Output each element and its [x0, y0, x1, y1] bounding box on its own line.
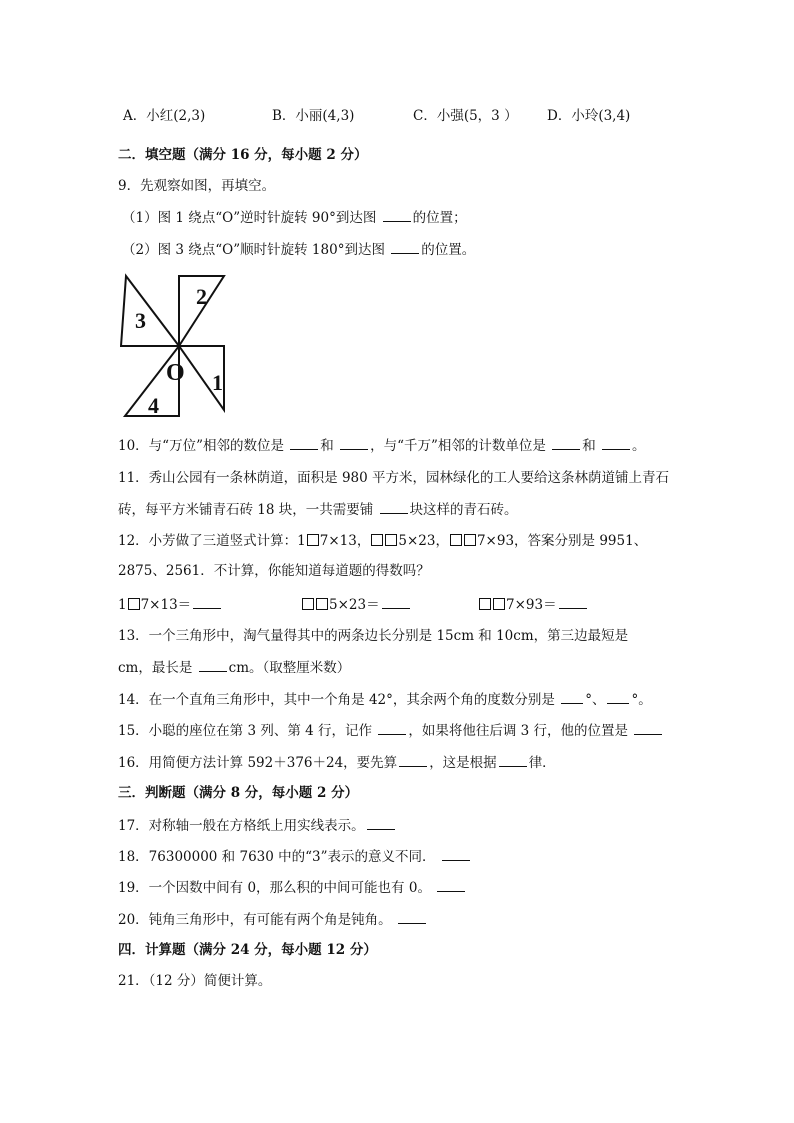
digit-box: [128, 598, 140, 610]
q9-2-tail: 的位置。: [421, 242, 476, 258]
question-11-line-2: [118, 500, 518, 519]
question-13-line-1: 13．一个三角形中，淘气量得其中的两条边长分别是 15cm 和 10cm，第三边最短是: [118, 628, 629, 644]
q9-1-tail: 的位置；: [412, 210, 467, 226]
q10-text-4: 和: [582, 438, 596, 454]
answer-blank[interactable]: [398, 910, 426, 924]
question-18: [118, 847, 472, 866]
q16-text-1: 16．用简便方法计算 592＋376＋24，要先算: [118, 755, 398, 771]
question-12-line-1: [118, 532, 647, 550]
answer-blank[interactable]: [442, 847, 470, 861]
figure-label-o: O: [166, 360, 185, 386]
figure-label-4: 4: [148, 393, 159, 418]
q10-text-3: ，与“千万”相邻的计数单位是: [370, 438, 546, 454]
q15-text-2: ，如果将他往后调 3 行，他的位置是: [408, 723, 628, 739]
digit-box: [385, 534, 397, 546]
question-15: [118, 721, 664, 740]
answer-blank[interactable]: [602, 436, 630, 450]
question-16: [118, 753, 556, 772]
equation-2: [301, 595, 412, 614]
eq2-rest: 5×23＝: [329, 597, 380, 613]
figure-label-3: 3: [135, 308, 146, 333]
q12-text-4: 7×93，答案分别是 9951、: [476, 533, 648, 549]
answer-blank[interactable]: [399, 753, 427, 767]
q13-text-2: cm。（取整厘米数）: [228, 660, 351, 676]
question-17: [118, 816, 397, 835]
q11-text-2: 块这样的青石砖。: [409, 502, 518, 518]
digit-box: [479, 598, 491, 610]
figure-label-2: 2: [196, 284, 207, 309]
q11-text-1: 砖，每平方米铺青石砖 18 块，一共需要铺: [118, 502, 374, 518]
q9-2-text: （2）图 3 绕点“O”顺时针旋转 180°到达图: [122, 242, 385, 258]
option-b: B．小丽(4,3): [272, 108, 355, 124]
digit-box: [302, 598, 314, 610]
question-9: 9．先观察如图，再填空。: [118, 178, 276, 194]
answer-blank[interactable]: [380, 500, 408, 514]
option-a: A．小红(2,3): [123, 108, 206, 124]
q10-text-1: 10．与“万位”相邻的数位是: [118, 438, 284, 454]
question-9-part-2: [122, 240, 475, 259]
answer-blank[interactable]: [634, 721, 662, 735]
q12-text-2: 7×13，: [319, 533, 371, 549]
answer-blank[interactable]: [437, 878, 465, 892]
q16-text-2: ，这是根据: [429, 755, 497, 771]
q18-text: 18．76300000 和 7630 中的“3”表示的意义不同．: [118, 849, 436, 865]
question-12-line-2: 2875、2561．不计算，你能知道每道题的得数吗？: [118, 563, 430, 579]
answer-blank[interactable]: [559, 595, 587, 609]
q14-text-1: 14．在一个直角三角形中，其中一个角是 42°，其余两个角的度数分别是: [118, 692, 555, 708]
digit-box: [371, 534, 383, 546]
digit-box: [464, 534, 476, 546]
digit-box: [316, 598, 328, 610]
section-4-heading: 四．计算题（满分 24 分，每小题 12 分）: [118, 942, 377, 958]
question-11-line-1: 11．秀山公园有一条林荫道，面积是 980 平方米，园林绿化的工人要给这条林荫道铺上青石: [118, 470, 670, 486]
question-13-line-2: [118, 658, 350, 677]
question-21: 21．（12 分）简便计算。: [118, 973, 272, 989]
rotation-figure: [120, 272, 230, 420]
option-c: C．小强(5，3 ）: [413, 108, 518, 124]
q12-text-1: 12．小芳做了三道竖式计算：1: [118, 533, 306, 549]
answer-blank[interactable]: [199, 658, 227, 672]
answer-blank[interactable]: [382, 595, 410, 609]
digit-box: [493, 598, 505, 610]
question-14: [118, 690, 652, 709]
q12-text-3: 5×23，: [398, 533, 449, 549]
digit-box: [307, 534, 319, 546]
answer-blank[interactable]: [499, 753, 527, 767]
section-3-heading: 三．判断题（满分 8 分，每小题 2 分）: [118, 785, 359, 801]
answer-blank[interactable]: [607, 690, 629, 704]
q15-text-1: 15．小聪的座位在第 3 列、第 4 行，记作: [118, 723, 373, 739]
question-19: [118, 878, 467, 897]
eq1-rest: 7×13＝: [140, 597, 192, 613]
answer-blank[interactable]: [391, 240, 419, 254]
equation-3: [478, 595, 589, 614]
equation-1: [118, 595, 223, 614]
q20-text: 20．钝角三角形中，有可能有两个角是钝角。: [118, 912, 392, 928]
figure-label-1: 1: [212, 370, 223, 395]
question-9-part-1: [122, 208, 467, 227]
q9-1-text: （1）图 1 绕点“O”逆时针旋转 90°到达图: [122, 210, 377, 226]
q10-text-5: 。: [631, 438, 646, 454]
answer-blank[interactable]: [378, 721, 406, 735]
digit-box: [450, 534, 462, 546]
question-20: [118, 910, 428, 929]
q19-text: 19．一个因数中间有 0，那么积的中间可能也有 0。: [118, 880, 431, 896]
answer-blank[interactable]: [561, 690, 583, 704]
q13-text-1: cm，最长是: [118, 660, 193, 676]
answer-blank[interactable]: [290, 436, 318, 450]
option-d: D．小玲(3,4): [547, 108, 631, 124]
answer-blank[interactable]: [383, 208, 411, 222]
q14-text-3: °。: [631, 692, 652, 708]
eq1-lead: 1: [118, 597, 127, 613]
q16-text-3: 律．: [528, 755, 556, 771]
q10-text-2: 和: [320, 438, 334, 454]
q14-text-2: °、: [585, 692, 606, 708]
answer-blank[interactable]: [340, 436, 368, 450]
answer-blank[interactable]: [193, 595, 221, 609]
question-10: [118, 436, 645, 455]
q17-text: 17．对称轴一般在方格纸上用实线表示。: [118, 818, 365, 834]
answer-blank[interactable]: [367, 816, 395, 830]
section-2-heading: 二．填空题（满分 16 分，每小题 2 分）: [118, 147, 368, 163]
answer-blank[interactable]: [552, 436, 580, 450]
eq3-rest: 7×93＝: [506, 597, 557, 613]
